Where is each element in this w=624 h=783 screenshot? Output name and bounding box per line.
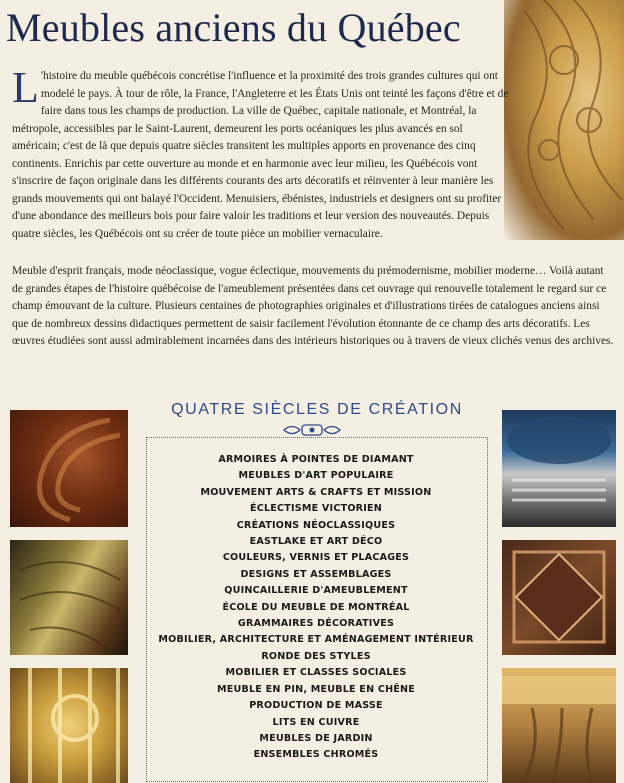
list-item: MEUBLE EN PIN, MEUBLE EN CHÊNE bbox=[216, 683, 416, 695]
list-item: ÉCOLE DU MEUBLE DE MONTRÉAL bbox=[222, 601, 410, 613]
list-item: MOBILIER ET CLASSES SOCIALES bbox=[225, 667, 407, 679]
drop-cap: L bbox=[12, 63, 39, 112]
list-item: COULEURS, VERNIS ET PLACAGES bbox=[222, 552, 410, 564]
list-item: DESIGNS ET ASSEMBLAGES bbox=[240, 568, 392, 580]
list-item: PRODUCTION DE MASSE bbox=[249, 700, 383, 712]
contents-title: QUATRE SIÈCLES DE CRÉATION bbox=[171, 401, 463, 418]
intro-paragraph-1-text: 'histoire du meuble québécois concrétise l'influence et la proximité des trois grandes cultures qui ont modelé le pays. À tour de rôle, la France, l'Angleterre et les États Unis ont teinté les façons d'être et de faire dans tous les champs de production. La ville de Québec, capitale nationale, et Montréal, la métropole, accessibles par le Saint-Laurent, demeurent les ports océaniques les plus avancés en sol américain; c'est de là que depuis quatre siècles transitent les multiples apports en provenance des cinq continents. Enrichis par cette ouverture au monde et en harmonie avec leur milieu, les Québécois vont s'inscrire de façon originale dans les différents courants des arts décoratifs et réinventer à leur manière les grands mouvements qui ont balayé l'Occident. Menuisiers, ébénistes, industriels et designers ont su profiter d'une abondance des meilleurs bois pour faire valoir les traditions et leur version des nouveautés. Depuis quatre siècles, les Québécois ont su créer de toute pièce un mobilier vernaculaire. bbox=[12, 70, 509, 240]
list-item: EASTLAKE ET ART DÉCO bbox=[249, 536, 383, 548]
chrome-stool-photo bbox=[502, 410, 616, 527]
list-item: CRÉATIONS NÉOCLASSIQUES bbox=[236, 519, 396, 531]
list-item: QUINCAILLERIE D'AMEUBLEMENT bbox=[224, 585, 408, 597]
list-item: ÉCLECTISME VICTORIEN bbox=[249, 503, 383, 515]
list-item: MEUBLES DE JARDIN bbox=[259, 732, 373, 744]
list-item: LITS EN CUIVRE bbox=[272, 716, 360, 728]
list-item: MOBILIER, ARCHITECTURE ET AMÉNAGEMENT INTÉRIEUR bbox=[158, 634, 474, 646]
list-item: ARMOIRES À POINTES DE DIAMANT bbox=[218, 454, 414, 465]
decorative-ornament-icon bbox=[282, 423, 342, 437]
carved-chair-arm-photo bbox=[10, 410, 128, 527]
page-title: Meubles anciens du Québec bbox=[6, 5, 461, 50]
wicker-chair-photo bbox=[504, 0, 624, 240]
contents-list bbox=[146, 452, 486, 764]
brass-bed-photo bbox=[10, 668, 128, 783]
inlaid-panel-photo bbox=[502, 540, 616, 655]
intro-paragraph-1 bbox=[12, 63, 512, 243]
list-item: MOUVEMENT ARTS & CRAFTS ET MISSION bbox=[200, 486, 432, 498]
upholstered-chair-photo bbox=[10, 540, 128, 655]
list-item: MEUBLES D'ART POPULAIRE bbox=[238, 470, 394, 482]
list-item: RONDE DES STYLES bbox=[261, 650, 371, 662]
intro-paragraph-2: Meuble d'esprit français, mode néoclassique, vogue éclectique, mouvements du prémodernisme, mobilier moderne… Voilà autant de grandes étapes de l'histoire québécoise de l'ameublement présentées dans cet ouvrage qui renouvelle totalement le regard sur ce champ émouvant de la culture. Plusieurs centaines de photographies originales et d'illustrations tirées de catalogues anciens ainsi que de nombreux dessins didactiques permettent de saisir facilement l'évolution étonnante de ce champ des arts décoratifs. Les œuvres étudiées sont aussi admirablement incarnées dans des intérieurs historiques ou à travers de vieux clichés venus des archives. bbox=[12, 265, 614, 347]
list-item: GRAMMAIRES DÉCORATIVES bbox=[237, 618, 395, 630]
list-item: ENSEMBLES CHROMÉS bbox=[253, 749, 379, 761]
garden-furniture-photo bbox=[502, 668, 616, 783]
